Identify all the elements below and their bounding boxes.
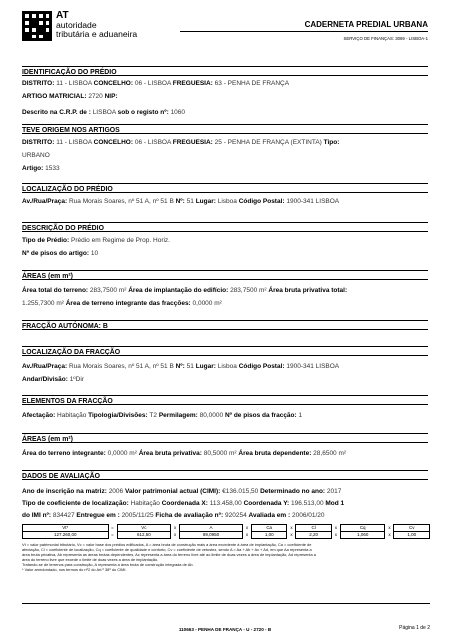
field-label: FREGUESIA: — [172, 80, 215, 87]
field-label: DISTRITO: — [22, 80, 57, 87]
formula-value-cell: 1,00 — [394, 532, 430, 539]
localizacao-predio-line-1 — [22, 198, 432, 206]
formula-value-cell: 612,50 — [117, 532, 171, 539]
formula-operator: x — [245, 532, 249, 537]
field-label: Área do terreno integrante: — [22, 450, 108, 457]
formula-operator: x — [245, 525, 249, 530]
field-label: sob o registo nº: — [117, 109, 171, 116]
field-value: 0,0000 m² — [192, 300, 222, 307]
footer-reference: 110663 - PENHA DE FRANÇA - U - 2720 - B — [178, 627, 272, 632]
field-value: €136.015,50 — [222, 488, 261, 495]
formula-value-row — [23, 532, 430, 539]
field-value: LISBOA — [92, 109, 118, 116]
section-elementos-title: ELEMENTOS DA FRACÇÃO — [22, 395, 428, 405]
field-label: Av./Rua/Praça: — [22, 198, 69, 205]
field-label: Descrito na C.R.P. de : — [22, 109, 93, 116]
field-value: 1900-341 LISBOA — [286, 198, 340, 205]
field-value: 1900-341 LISBOA — [286, 363, 340, 370]
identificacao-line-2 — [22, 93, 432, 101]
formula-value-cell: 2,20 — [296, 532, 331, 539]
elementos-line-1 — [22, 412, 432, 420]
field-value: 1.255,7300 m² — [22, 300, 66, 307]
origem-line-3 — [22, 165, 432, 173]
field-value: 1060 — [170, 109, 186, 116]
avaliacao-line-3 — [22, 512, 432, 520]
section-areas-predio-title: ÁREAS (em m²) — [22, 270, 428, 280]
field-value: 63 - PENHA DE FRANÇA — [214, 80, 290, 87]
field-label: Código Postal: — [238, 198, 287, 205]
brand-short: AT — [56, 10, 69, 21]
formula-operator: x — [174, 532, 177, 537]
localizacao-fraccao-line-2 — [22, 376, 432, 384]
field-label: Coordenada Y: — [243, 500, 292, 507]
formula-header-cell: Cq — [340, 525, 385, 532]
formula-operator: = — [111, 532, 114, 537]
field-label: Artigo: — [22, 165, 46, 172]
valuation-formula-table — [22, 524, 430, 539]
field-label: Av./Rua/Praça: — [22, 363, 69, 370]
descricao-line-2 — [22, 250, 432, 258]
field-value: 2006 — [108, 488, 125, 495]
field-label: DISTRITO: — [22, 139, 57, 146]
formula-operator: x — [334, 525, 338, 530]
section-identificacao-title: IDENTIFICAÇÃO DO PRÉDIO — [22, 66, 428, 76]
field-label: Ficha de avaliação nº: — [155, 512, 225, 519]
section-fraccao-title: FRACÇÃO AUTÓNOMA: B — [22, 320, 428, 330]
field-value: 51 — [186, 198, 196, 205]
field-label: Entregue em : — [76, 512, 122, 519]
formula-header-cell: Cl — [296, 525, 331, 532]
localizacao-fraccao-line-1 — [22, 363, 432, 371]
brand-line-1: autoridade — [56, 19, 97, 30]
field-value: Lisboa — [217, 198, 239, 205]
footer-divider — [22, 603, 430, 604]
field-label: CONCELHO: — [93, 80, 135, 87]
formula-value-cell: 89,0950 — [180, 532, 243, 539]
section-avaliacao-title: DADOS DE AVALIAÇÃO — [22, 470, 428, 480]
at-logo-text — [56, 11, 137, 40]
field-label: Valor patrimonial actual (CIMI): — [124, 488, 223, 495]
field-value: Rua Morais Soares, nº 51 A, nº 51 B — [68, 198, 176, 205]
field-label: CONCELHO: — [93, 139, 135, 146]
field-label: Nº: — [175, 363, 187, 370]
field-value: T2 — [149, 412, 159, 419]
formula-value-cell: 1,00 — [251, 532, 286, 539]
field-value: 196.513,00 — [291, 500, 326, 507]
field-value: 28,6500 m² — [313, 450, 347, 457]
areas-predio-line-1 — [22, 287, 432, 295]
field-label: ARTIGO MATRICIAL: — [22, 93, 89, 100]
formula-value-cell: 127.260,00 — [23, 532, 109, 539]
formula-operator: x — [290, 532, 293, 537]
field-value: 2017 — [326, 488, 342, 495]
identificacao-line-3 — [22, 109, 432, 117]
identificacao-line-1 — [22, 80, 432, 88]
field-value: 80,5000 m² — [203, 450, 239, 457]
section-localizacao-fraccao-title: LOCALIZAÇÃO DA FRACÇÃO — [22, 346, 428, 356]
field-label: Tipo de coeficiente de localização: — [22, 500, 131, 507]
field-label: Permilagem: — [158, 412, 200, 419]
note-line: * Valor arredondado, nos termos do nº2 do Art.º 38º do CIMI. — [22, 566, 127, 572]
field-value: 06 - LISBOA — [134, 139, 173, 146]
field-value: 113.458,00 — [209, 500, 244, 507]
formula-header-row — [23, 525, 430, 532]
formula-operator: = — [111, 525, 114, 530]
areas-fraccao-line-1 — [22, 450, 432, 458]
field-label: Afectação: — [22, 412, 58, 419]
formula-operator: x — [290, 525, 293, 530]
field-label: Área de implantação do edifício: — [128, 287, 231, 294]
origem-line-1 — [22, 139, 432, 147]
field-label: Lugar: — [195, 363, 218, 370]
section-origem-title: TEVE ORIGEM NOS ARTIGOS — [22, 124, 428, 134]
formula-operator: x — [388, 532, 391, 537]
descricao-line-1 — [22, 237, 432, 245]
field-label: NIP: — [104, 93, 118, 100]
at-logo-mark-icon — [22, 11, 52, 41]
field-value: 80,0000 — [199, 412, 225, 419]
formula-operator: x — [174, 525, 177, 530]
field-label: Área bruta privativa total: — [268, 287, 348, 294]
field-value: 11 - LISBOA — [56, 80, 94, 87]
note-line: Vt = valor patrimonial tributário, Vc = valor base dos prédios edificados, A = área bruta de construção mais a área excedente à área de implantação, Ca = coeficiente de — [22, 542, 312, 547]
formula-header-cell: Cv — [394, 525, 430, 532]
formula-header-cell: Ca — [251, 525, 286, 532]
field-value: 283,7500 m² — [89, 287, 129, 294]
field-value: 25 - PENHA DE FRANÇA (EXTINTA) — [214, 139, 324, 146]
field-value: Prédio em Regime de Prop. Horiz. — [71, 237, 170, 244]
section-descricao-title: DESCRIÇÃO DO PRÉDIO — [22, 222, 428, 232]
field-label: FREGUESIA: — [172, 139, 215, 146]
formula-operator: x — [334, 532, 338, 537]
document-title: CADERNETA PREDIAL URBANA — [304, 20, 428, 29]
field-value: 10 — [90, 250, 99, 257]
field-label: Nº de pisos do artigo: — [22, 250, 91, 257]
field-value: 920254 — [225, 512, 249, 519]
field-label: Lugar: — [195, 198, 218, 205]
origem-line-2: URBANO — [22, 152, 50, 159]
avaliacao-line-2 — [22, 500, 432, 508]
field-value: 283,7500 m² — [230, 287, 269, 294]
field-label: Tipologia/Divisões: — [88, 412, 150, 419]
field-value: 2720 — [88, 93, 105, 100]
section-localizacao-predio-title: LOCALIZAÇÃO DO PRÉDIO — [22, 183, 428, 193]
formula-value-cell: 1,060 — [340, 532, 385, 539]
page-number: Página 1 de 2 — [399, 625, 430, 631]
field-value: 1533 — [45, 165, 60, 172]
formula-operator: x — [388, 525, 391, 530]
field-value: 2005/11/25 — [121, 512, 156, 519]
field-value: 1 — [298, 412, 303, 419]
field-value: 0,0000 m² — [107, 450, 139, 457]
field-label: Tipo: — [323, 139, 340, 146]
field-value: 1ºDir — [69, 376, 84, 383]
field-value: 2006/01/20 — [291, 512, 325, 519]
field-label: Tipo de Prédio: — [22, 237, 71, 244]
brand-line-2: tributária e aduaneira — [56, 29, 138, 39]
field-label: Avaliada em : — [248, 512, 292, 519]
note-line: Tratando-se de terrenos para construção, A representa a área bruta de construção integrada de Ab. — [22, 561, 194, 567]
field-label: Área de terreno integrante das fracções: — [65, 300, 193, 307]
field-value: 51 — [186, 363, 196, 370]
field-label: Determinado no ano: — [260, 488, 327, 495]
note-line: afectação, Cl = coeficiente de localização, Cq = coeficiente de qualidade e conforto, Cv = coeficiente de vetustez, sendo A = Aa + Ab + Ac + Ad, em que Aa representa a — [22, 546, 312, 552]
field-label: Coordenada X: — [161, 500, 210, 507]
at-logo — [22, 11, 172, 41]
formula-header-cell: Vc — [117, 525, 171, 532]
field-value: 834427 — [52, 512, 77, 519]
field-label: Área bruta privativa: — [138, 450, 204, 457]
avaliacao-line-1 — [22, 488, 432, 496]
note-line: área do terreno livre que excede o limite de duas vezes a área de implantação. — [22, 556, 159, 562]
formula-notes — [22, 543, 430, 572]
field-label: Mod 1 — [325, 500, 345, 507]
field-value: Habitação — [57, 412, 89, 419]
section-areas-fraccao-title: ÁREAS (em m²) — [22, 433, 428, 443]
field-label: Ano de inscrição na matriz: — [22, 488, 109, 495]
field-label: Nº de pisos da fracção: — [224, 412, 299, 419]
formula-header-cell: Vt* — [23, 525, 109, 532]
field-value: Habitação — [130, 500, 162, 507]
header-divider — [180, 31, 428, 32]
field-value: 11 - LISBOA — [56, 139, 94, 146]
note-line: área bruta privativa, Ab representa as áreas brutas dependentes, Ac representa a área do terreno livre até ao limite de duas vezes a área de implantação, Ad representa a — [22, 551, 316, 557]
field-label: Nº: — [175, 198, 187, 205]
tax-office: SERVIÇO DE FINANÇAS: 3069 - LISBOA-1 — [343, 36, 428, 41]
areas-predio-line-2 — [22, 300, 432, 308]
field-label: do IMI nº: — [22, 512, 53, 519]
field-value: 06 - LISBOA — [134, 80, 173, 87]
field-label: Código Postal: — [238, 363, 287, 370]
field-value: Rua Morais Soares, nº 51 A, nº 51 B — [68, 363, 176, 370]
field-label: Área total do terreno: — [22, 287, 90, 294]
field-value: Lisboa — [217, 363, 239, 370]
field-label: Andar/Divisão: — [22, 376, 70, 383]
formula-header-cell: A — [180, 525, 243, 532]
field-label: Área bruta dependente: — [238, 450, 314, 457]
